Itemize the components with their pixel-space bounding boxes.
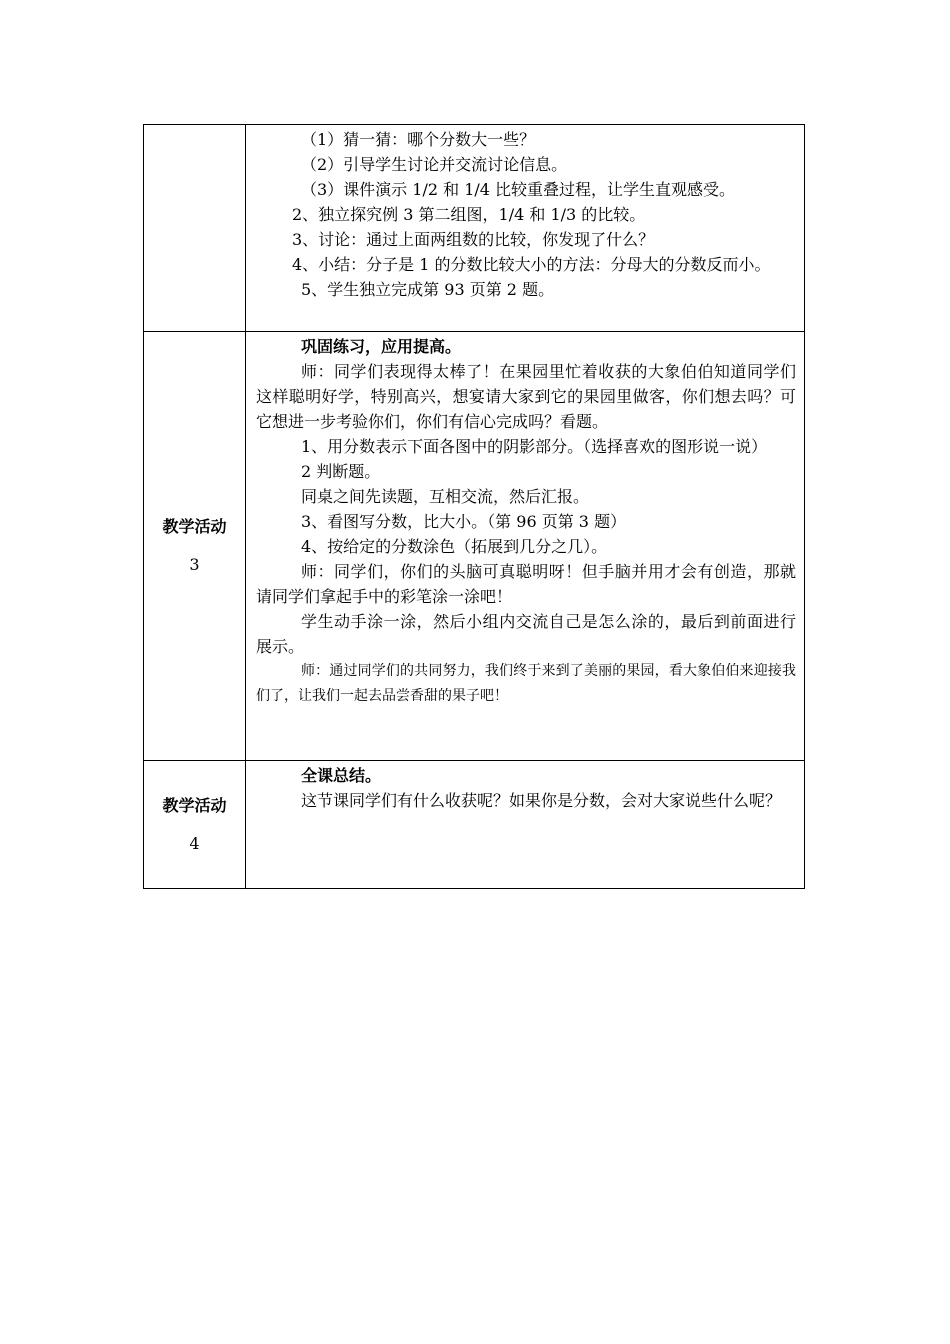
paragraph: 同桌之间先读题，互相交流，然后汇报。 — [301, 487, 590, 506]
paragraph: 师：同学们表现得太棒了！在果园里忙着收获的大象伯伯知道同学们这样聪明好学，特别高兴，想宴请大家到它的果园里做客，你们想去吗？可它想进一步考验你们，你们有信心完成吗？看题。 — [256, 362, 796, 431]
paragraph: 2、独立探究例 3 第二组图，1/4 和 1/3 的比较。 — [292, 205, 646, 224]
row-label-cell — [144, 332, 246, 761]
table-row — [144, 332, 805, 761]
paragraph: （1）猜一猜：哪个分数大一些？ — [301, 130, 536, 149]
activity-label: 教学活动 — [162, 517, 227, 536]
paragraph: 4、小结：分子是 1 的分数比较大小的方法：分母大的分数反而小。 — [292, 255, 771, 274]
section-heading: 巩固练习，应用提高。 — [301, 337, 462, 356]
paragraph: 2 判断题。 — [301, 462, 381, 481]
paragraph: 4、按给定的分数涂色（拓展到几分之几）。 — [301, 537, 608, 556]
row-content-cell — [246, 761, 805, 889]
activity-number: 3 — [189, 555, 200, 574]
table-row — [144, 761, 805, 889]
row-content-cell — [246, 125, 805, 332]
paragraph: 这节课同学们有什么收获呢？如果你是分数，会对大家说些什么呢？ — [301, 791, 782, 810]
lesson-plan-table — [143, 124, 805, 889]
paragraph: （2）引导学生讨论并交流讨论信息。 — [301, 155, 568, 174]
paragraph: 师：通过同学们的共同努力，我们终于来到了美丽的果园，看大象伯伯来迎接我们了，让我们一起去品尝香甜的果子吧！ — [256, 663, 796, 704]
row-label-cell — [144, 125, 246, 332]
section-heading: 全课总结。 — [301, 766, 382, 785]
paragraph: （3）课件演示 1/2 和 1/4 比较重叠过程，让学生直观感受。 — [301, 180, 736, 199]
paragraph: 3、看图写分数，比大小。（第 96 页第 3 题） — [301, 512, 627, 531]
row-content-cell — [246, 332, 805, 761]
activity-label: 教学活动 — [162, 795, 227, 815]
paragraph: 师：同学们，你们的头脑可真聪明呀！但手脑并用才会有创造，那就请同学们拿起手中的彩笔涂一涂吧！ — [256, 562, 796, 606]
table-row — [144, 125, 805, 332]
paragraph: 5、学生独立完成第 93 页第 2 题。 — [301, 280, 555, 299]
paragraph: 1、用分数表示下面各图中的阴影部分。（选择喜欢的图形说一说） — [301, 437, 768, 456]
paragraph: 学生动手涂一涂，然后小组内交流自己是怎么涂的，最后到前面进行展示。 — [256, 612, 796, 656]
row-label-cell — [144, 761, 246, 889]
activity-number: 4 — [189, 833, 200, 853]
paragraph: 3、讨论：通过上面两组数的比较，你发现了什么？ — [292, 230, 655, 249]
